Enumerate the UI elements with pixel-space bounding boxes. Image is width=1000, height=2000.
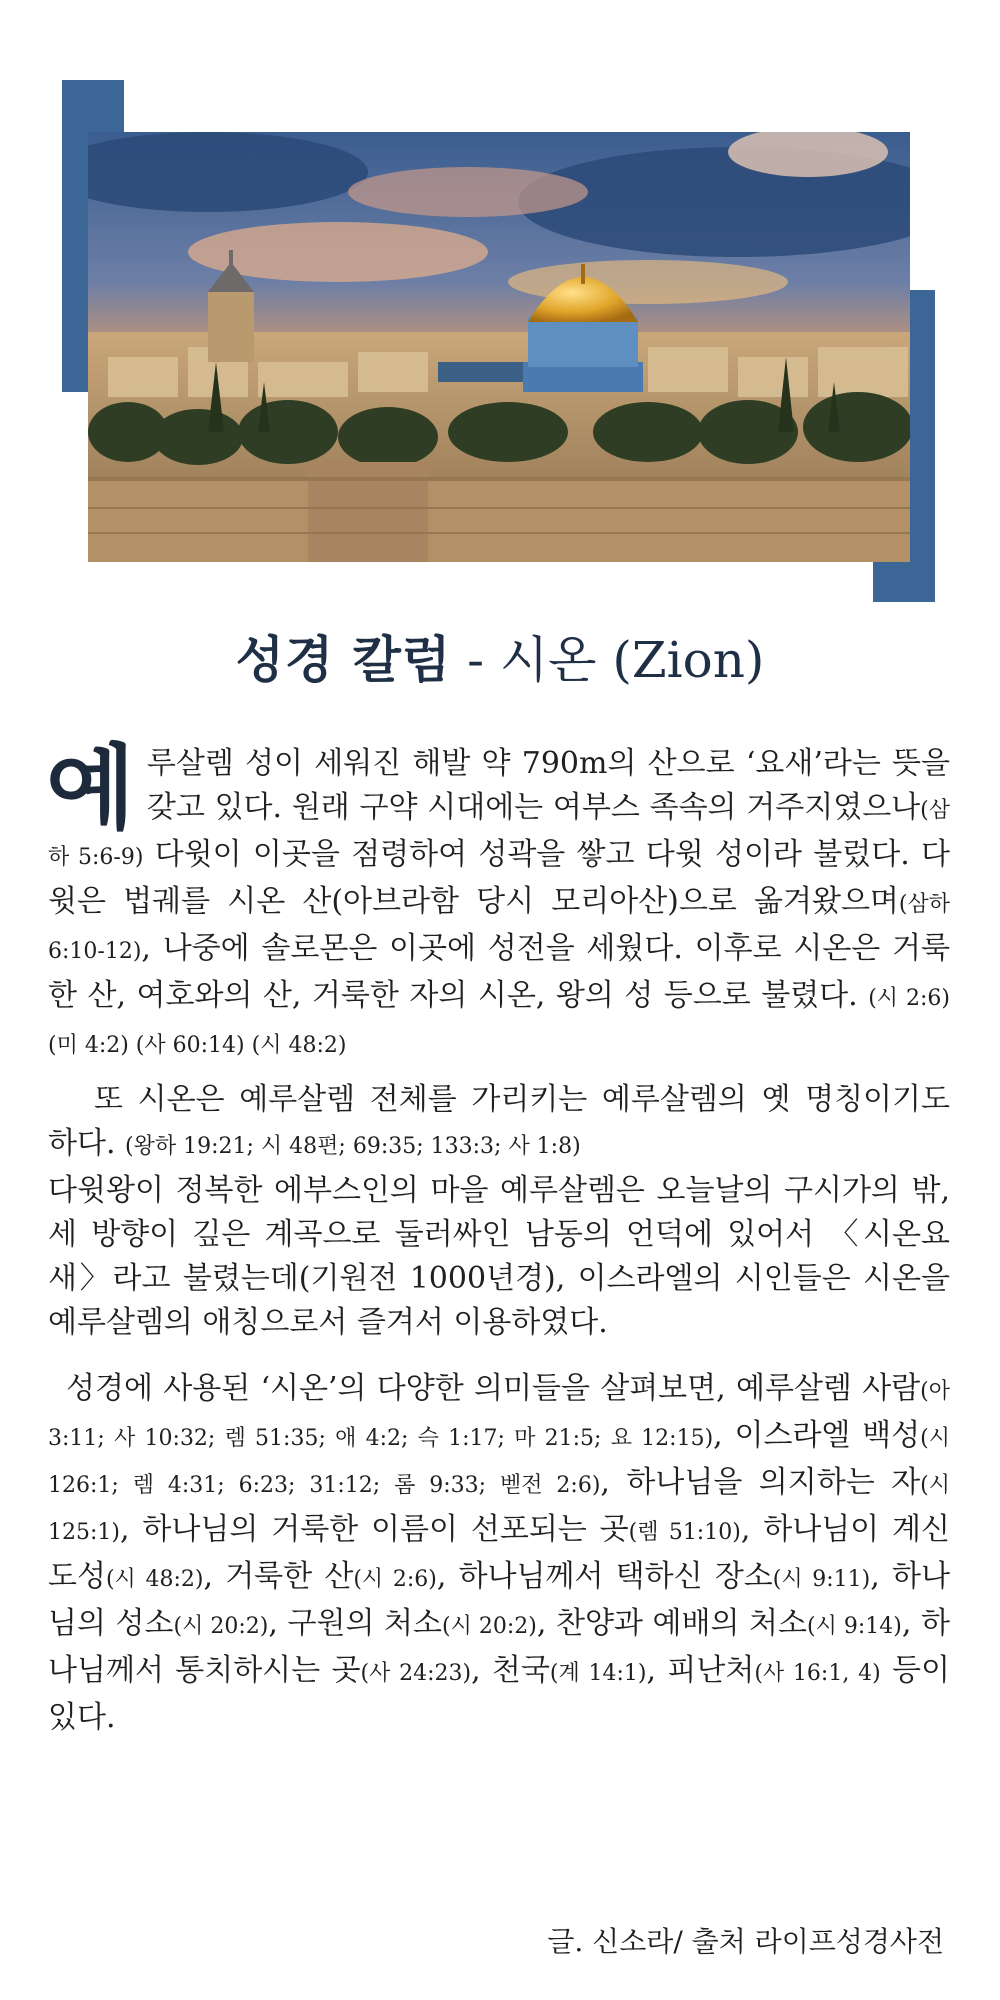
- text: , 하나님이 계신 도성: [48, 1512, 950, 1594]
- reference: (시 2:6) (미 4:2) (사 60:14) (시 48:2): [48, 986, 950, 1058]
- text: 성경에 사용된 ‘시온’의 다양한 의미들을 살펴보면, 예루살렘 사람: [66, 1371, 921, 1406]
- reference: (왕하 19:21; 시 48편; 69:35; 133:3; 사 1:8): [125, 1134, 581, 1159]
- text: 다윗왕이 정복한 에부스인의 마을 예루살렘은 오늘날의 구시가의 밖, 세 방향이 깊은 계곡으로 둘러싸인 남동의 언덕에 있어서 〈시온요새〉라고 불렸는데(기원전 1000년경), 이스라엘의 시인들은 시온을 예루살렘의 애칭으로서 즐겨서 이용하였다.: [48, 1173, 950, 1340]
- text: 또 시온은 예루살렘 전체를 가리키는 예루살렘의 옛 명칭이기도 하다.: [48, 1082, 950, 1161]
- reference: (시 126:1; 렘 4:31; 6:23; 31:12; 롬 9:33; 벧전 2:6): [48, 1426, 950, 1498]
- reference: (시 9:11): [772, 1567, 871, 1592]
- reference: (삼하 6:10-12): [48, 892, 950, 964]
- text: , 나중에 솔로몬은 이곳에 성전을 세웠다. 이후로 시온은 거룩한 산, 여호와의 산, 거룩한 자의 시온, 왕의 성 등으로 불렸다.: [48, 931, 950, 1013]
- text: , 하나님을 의지하는 자: [600, 1465, 921, 1500]
- text: , 하나님께서 통치하시는 곳: [48, 1606, 950, 1688]
- reference: (계 14:1): [549, 1661, 647, 1686]
- reference: (시 48:2): [105, 1567, 204, 1592]
- page-title: [0, 628, 1000, 692]
- title-subtitle: - 시온 (Zion): [451, 631, 765, 689]
- article-body: [46, 734, 951, 1740]
- text: 등이 있다.: [48, 1653, 950, 1735]
- text: , 피난처: [646, 1653, 755, 1688]
- text: , 거룩한 산: [203, 1559, 354, 1594]
- hero-image-jerusalem: [88, 132, 910, 562]
- reference: (삼하 5:6-9): [48, 798, 950, 870]
- paragraph-4: [48, 1367, 950, 1740]
- reference: (시 9:14): [807, 1614, 902, 1639]
- author-credit: 글. 신소라/ 출처 라이프성경사전: [547, 1925, 944, 1958]
- reference: (시 20:2): [173, 1614, 269, 1639]
- paragraph-1: [46, 734, 950, 1068]
- text: , 구원의 처소: [268, 1606, 442, 1641]
- reference: (렘 51:10): [628, 1520, 741, 1545]
- reference: (시 125:1): [48, 1473, 951, 1545]
- reference: (사 24:23): [360, 1661, 472, 1686]
- text: , 하나님의 성소: [48, 1559, 950, 1641]
- paragraph-3: [48, 1169, 950, 1345]
- paragraph-2: [48, 1078, 950, 1169]
- drop-cap: 예: [46, 734, 135, 842]
- text: , 찬양과 예배의 처소: [536, 1606, 808, 1641]
- text: , 하나님의 거룩한 이름이 선포되는 곳: [119, 1512, 629, 1547]
- reference: (아 3:11; 사 10:32; 렘 51:35; 애 4:2; 슥 1:17; 마 21:5; 요 12:15): [48, 1379, 950, 1451]
- text: 루살렘 성이 세워진 해발 약 790m의 산으로 ‘요새’라는 뜻을 갖고 있다. 원래 구약 시대에는 여부스 족속의 거주지였으나: [146, 746, 950, 825]
- reference: (시 20:2): [442, 1614, 537, 1639]
- reference: (사 16:1, 4): [754, 1661, 881, 1686]
- text: 다윗이 이곳을 점령하여 성곽을 쌓고 다윗 성이라 불렀다. 다윗은 법궤를 시온 산(아브라함 당시 모리아산)으로 옮겨왔으며: [48, 837, 950, 919]
- reference: (시 2:6): [353, 1567, 437, 1592]
- text: , 천국: [471, 1653, 550, 1688]
- title-main: 성경 칼럼: [235, 631, 452, 689]
- text: , 이스라엘 백성: [713, 1418, 921, 1453]
- text: , 하나님께서 택하신 장소: [436, 1559, 773, 1594]
